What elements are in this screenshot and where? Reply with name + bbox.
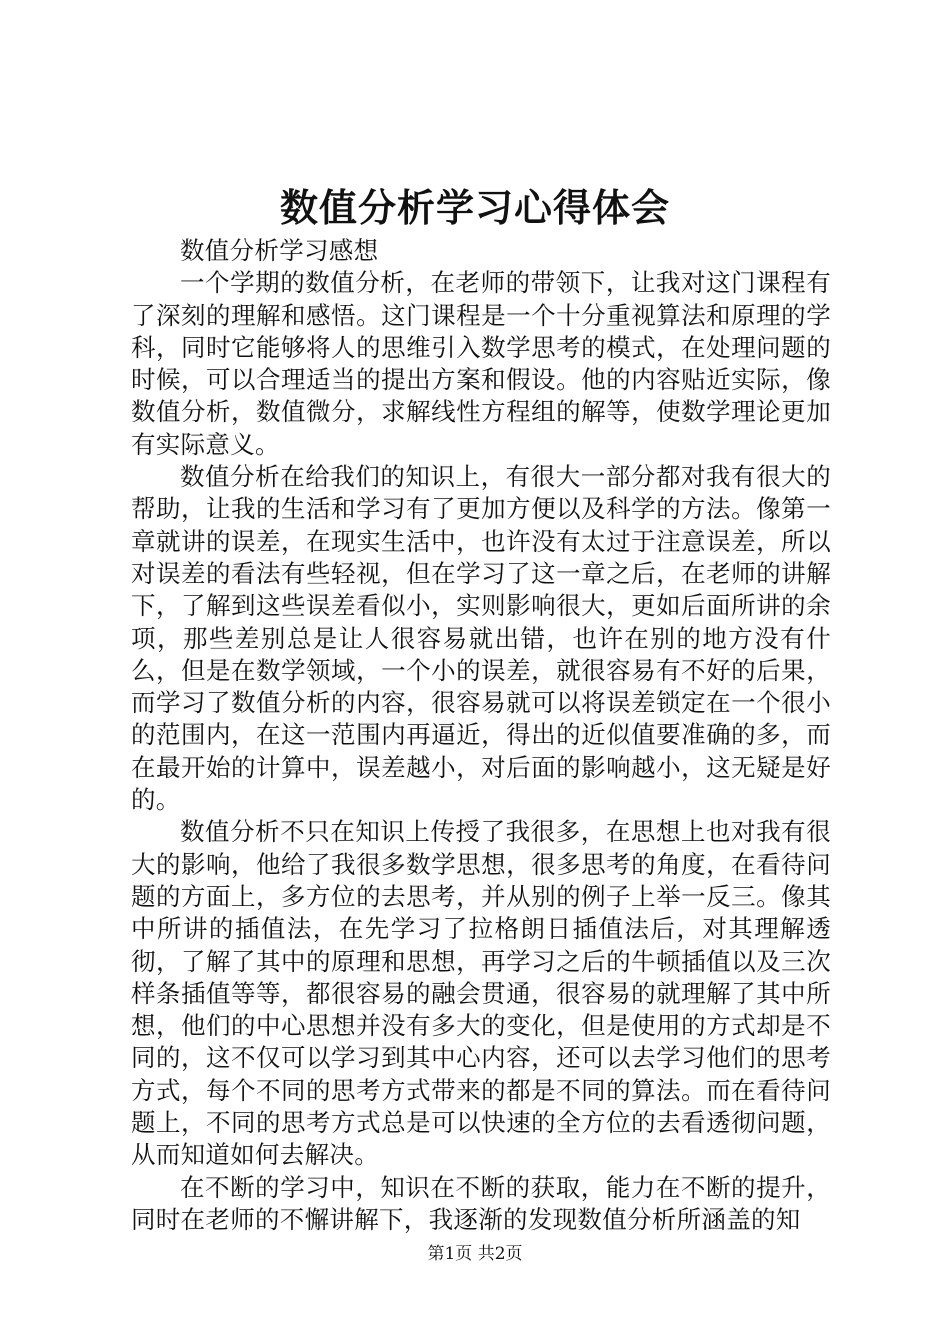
document-title: 数值分析学习心得体会 xyxy=(279,186,670,230)
paragraph: 数值分析在给我们的知识上，有很大一部分都对我有很大的帮助，让我的生活和学习有了更加方便以及科学的方法。像第一章就讲的误差，在现实生活中，也许没有太过于注意误差，所以对误差的看法有些轻视，但在学习了这一章之后，在老师的讲解下，了解到这些误差看似小，实则影响很大，更如后面所讲的余项，那些差别总是让人很容易就出错，也许在别的地方没有什么，但是在数学领域，一个小的误差，就很容易有不好的后果，而学习了数值分析的内容，很容易就可以将误差锁定在一个很小的范围内，在这一范围内再逼近，得出的近似值要准确的多，而在最开始的计算中，误差越小，对后面的影响越小，这无疑是好的。 xyxy=(131,462,831,815)
paragraph: 一个学期的数值分析，在老师的带领下，让我对这门课程有了深刻的理解和感悟。这门课程是一个十分重视算法和原理的学科，同时它能够将人的思维引入数学思考的模式，在处理问题的时候，可以合理适当的提出方案和假设。他的内容贴近实际，像数值分析，数值微分，求解线性方程组的解等，使数学理论更加有实际意义。 xyxy=(131,268,831,459)
paragraph: 数值分析不只在知识上传授了我很多，在思想上也对我有很大的影响，他给了我很多数学思想，很多思考的角度，在看待问题的方面上，多方位的去思考，并从别的例子上举一反三。像其中所讲的插值法，在先学习了拉格朗日插值法后，对其理解透彻，了解了其中的原理和思想，再学习之后的牛顿插值以及三次样条插值等等，都很容易的融会贯通，很容易的就理解了其中所想，他们的中心思想并没有多大的变化，但是使用的方式却是不同的，这不仅可以学习到其中心内容，还可以去学习他们的思考方式，每个不同的思考方式带来的都是不同的算法。而在看待问题上，不同的思考方式总是可以快速的全方位的去看透彻问题，从而知道如何去解决。 xyxy=(131,817,831,1170)
document-body xyxy=(131,235,831,1236)
paragraph-subtitle: 数值分析学习感想 xyxy=(180,236,379,265)
paragraph: 在不断的学习中，知识在不断的获取，能力在不断的提升，同时在老师的不懈讲解下，我逐渐的发现数值分析所涵盖的知 xyxy=(131,1172,831,1234)
page-number: 第1页 共2页 xyxy=(427,1244,523,1264)
